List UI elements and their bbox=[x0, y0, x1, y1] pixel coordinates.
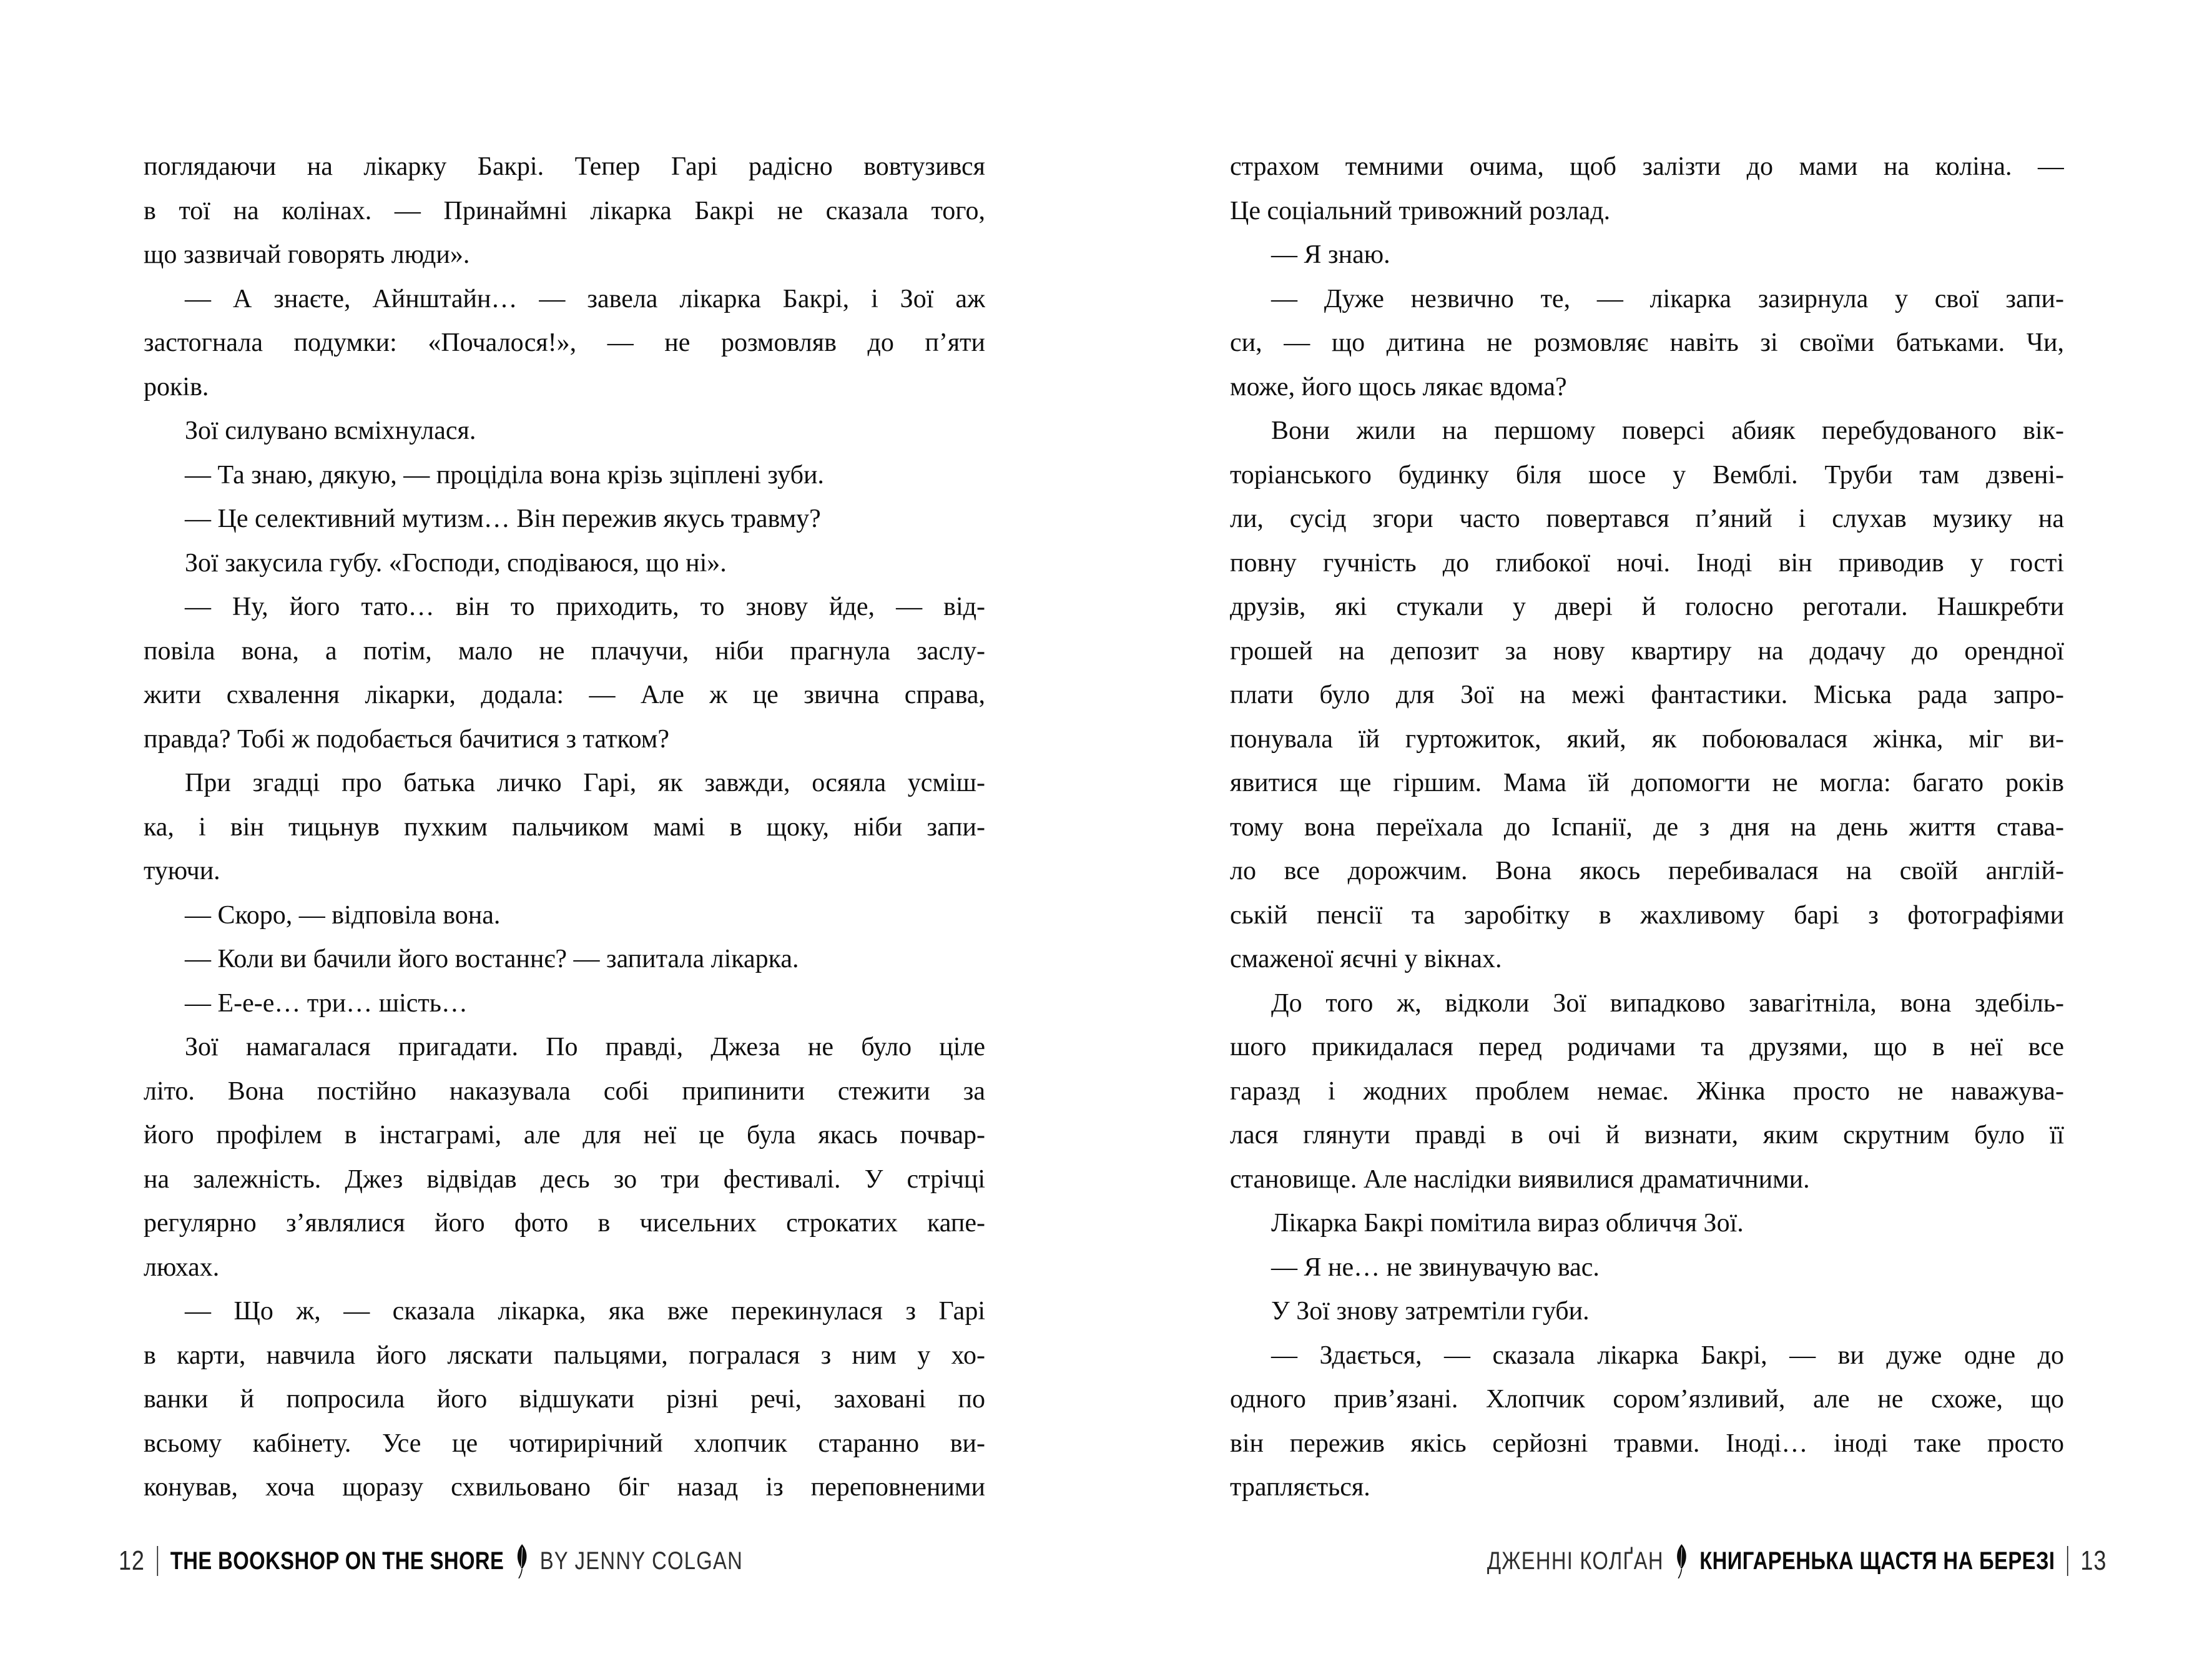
text-line: ли, сусід згори часто повертався п’яний і слухав музику на bbox=[1230, 505, 2064, 533]
text-line: — Що ж, — сказала лікарка, яка вже перекинулася з Гарі bbox=[185, 1297, 985, 1326]
footer-separator-bar bbox=[157, 1546, 158, 1576]
footer-book-title-en: THE BOOKSHOP ON THE SHORE bbox=[170, 1547, 504, 1575]
text-line: друзів, які стукали у двері й голосно реготали. Нашкребти bbox=[1230, 593, 2064, 621]
text-line: ло все дорожчим. Вона якось перебивалася на своїй англій- bbox=[1230, 857, 2064, 885]
page-left-text-column bbox=[144, 145, 985, 1510]
text-line: грошей на депозит за нову квартиру на додачу до орендної bbox=[1230, 636, 2064, 666]
footer-book-title-uk: КНИГАРЕНЬКА ЩАСТЯ НА БЕРЕЗІ bbox=[1699, 1547, 2055, 1575]
text-line: гаразд і жодних проблем немає. Жінка просто не наважува- bbox=[1230, 1076, 2064, 1106]
text-line: правда? Тобі ж подобається бачитися з татком? bbox=[144, 724, 670, 754]
leaf-icon bbox=[1673, 1543, 1690, 1578]
text-line: До того ж, відколи Зої випадково завагітніла, вона здебіль- bbox=[1271, 988, 2064, 1018]
text-line: літо. Вона постійно наказувала собі припинити стежити за bbox=[144, 1076, 985, 1106]
text-line: на залежність. Джез відвідав десь зо три фестивалі. У стрічці bbox=[144, 1164, 985, 1194]
text-line: Зої силувано всміхнулася. bbox=[185, 416, 476, 445]
text-line: що зазвичай говорять люди». bbox=[144, 240, 470, 269]
text-line: У Зої знову затремтіли губи. bbox=[1271, 1297, 1590, 1326]
text-line: ській пенсії та заробітку в жахливому барі з фотографіями bbox=[1230, 900, 2064, 930]
text-line: в тої на колінах. — Принаймні лікарка Бакрі не сказала того, bbox=[144, 196, 985, 225]
text-line: — Я не… не звинувачую вас. bbox=[1271, 1253, 1600, 1282]
text-line: торіанського будинку біля шосе у Вемблі. Труби там дзвені- bbox=[1230, 460, 2064, 490]
page-right-footer bbox=[1487, 1542, 2106, 1580]
text-line: Зої закусила губу. «Господи, сподіваюся, що ні». bbox=[185, 548, 727, 578]
text-line: — Коли ви бачили його востаннє? — запитала лікарка. bbox=[185, 945, 799, 973]
text-line: — А знаєте, Айнштайн… — завела лікарка Бакрі, і Зої аж bbox=[185, 284, 985, 313]
text-line: шого прикидалася перед родичами та друзями, що в неї все bbox=[1230, 1033, 2064, 1061]
text-line: При згадці про батька личко Гарі, як завжди, осяяла усміш- bbox=[185, 769, 985, 797]
text-line: регулярно з’являлися його фото в чисельних строкатих капе- bbox=[144, 1209, 985, 1238]
text-line: він пережив якісь серйозні травми. Іноді… іноді таке просто bbox=[1230, 1429, 2064, 1458]
text-line: становище. Але наслідки виявилися драматичними. bbox=[1230, 1164, 1810, 1194]
text-line: люхах. bbox=[144, 1253, 220, 1282]
text-line: тому вона переїхала до Іспанії, де з дня на день життя става- bbox=[1230, 812, 2064, 842]
leaf-icon bbox=[513, 1543, 531, 1578]
footer-separator-bar bbox=[2067, 1546, 2068, 1576]
page-right bbox=[1106, 0, 2212, 1659]
text-line: плати було для Зої на межі фантастики. Міська рада запро- bbox=[1230, 681, 2064, 709]
text-line: ка, і він тицьнув пухким пальчиком мамі в щоку, ніби запи- bbox=[144, 812, 985, 842]
text-line: в карти, навчила його ляскати пальцями, погралася з ним у хо- bbox=[144, 1341, 985, 1370]
text-line: — Це селективний мутизм… Він пережив якусь травму? bbox=[185, 505, 821, 533]
text-line: туючи. bbox=[144, 857, 220, 885]
text-line: повну гучність до глибокої ночі. Іноді він приводив у гості bbox=[1230, 548, 2064, 578]
text-line: си, — що дитина не розмовляє навіть зі своїми батьками. Чи, bbox=[1230, 328, 2064, 357]
page-number-left: 12 bbox=[119, 1545, 145, 1576]
text-line: — Е-е-е… три… шість… bbox=[185, 988, 468, 1018]
text-line: років. bbox=[144, 372, 209, 401]
text-line: жити схвалення лікарки, додала: — Але ж це звична справа, bbox=[144, 681, 985, 709]
page-right-text-column bbox=[1230, 145, 2064, 1510]
text-line: всьому кабінету. Усе це чотирирічний хлопчик старанно ви- bbox=[144, 1429, 985, 1458]
text-line: Вони жили на першому поверсі абияк перебудованого вік- bbox=[1271, 416, 2064, 445]
text-line: — Дуже незвично те, — лікарка зазирнула у свої запи- bbox=[1271, 284, 2064, 313]
text-line: ванки й попросила його відшукати різні речі, заховані по bbox=[144, 1385, 985, 1414]
text-line: застогнала подумки: «Почалося!», — не розмовляв до п’яти bbox=[144, 328, 985, 357]
text-line: — Я знаю. bbox=[1271, 240, 1390, 269]
text-line: явитися ще гіршим. Мама їй допомогти не могла: багато років bbox=[1230, 769, 2064, 797]
text-line: понувала їй гуртожиток, який, як побоювалася жінка, міг ви- bbox=[1230, 724, 2064, 754]
text-line: смаженої яєчні у вікнах. bbox=[1230, 945, 1502, 973]
text-line: може, його щось лякає вдома? bbox=[1230, 372, 1567, 401]
text-line: Це соціальний тривожний розлад. bbox=[1230, 196, 1611, 225]
text-line: конував, хоча щоразу схвильовано біг назад із переповненими bbox=[144, 1473, 985, 1502]
text-line: — Здається, — сказала лікарка Бакрі, — ви дуже одне до bbox=[1271, 1341, 2064, 1370]
footer-author-name: ДЖЕННІ КОЛҐАН bbox=[1487, 1547, 1664, 1575]
text-line: Лікарка Бакрі помітила вираз обличчя Зої. bbox=[1271, 1209, 1744, 1238]
text-line: трапляється. bbox=[1230, 1473, 1370, 1502]
text-line: поглядаючи на лікарку Бакрі. Тепер Гарі радісно вовтузився bbox=[144, 152, 985, 181]
page-number-right: 13 bbox=[2080, 1545, 2106, 1576]
text-line: лася глянути правді в очі й визнати, яким скрутним було її bbox=[1230, 1121, 2064, 1149]
footer-byline: BY JENNY COLGAN bbox=[539, 1547, 743, 1575]
text-line: — Скоро, — відповіла вона. bbox=[185, 900, 501, 930]
text-line: страхом темними очима, щоб залізти до мами на коліна. — bbox=[1230, 152, 2064, 181]
text-line: його профілем в інстаграмі, але для неї це була якась почвар- bbox=[144, 1121, 985, 1149]
text-line: — Ну, його тато… він то приходить, то знову йде, — від- bbox=[185, 593, 985, 621]
page-left-footer bbox=[119, 1542, 743, 1580]
text-line: — Та знаю, дякую, — проціділа вона крізь зціплені зуби. bbox=[185, 460, 824, 490]
text-line: повіла вона, а потім, мало не плачучи, ніби прагнула заслу- bbox=[144, 636, 985, 666]
text-line: одного прив’язані. Хлопчик сором’язливий, але не схоже, що bbox=[1230, 1385, 2064, 1414]
text-line: Зої намагалася пригадати. По правді, Джеза не було ціле bbox=[185, 1033, 985, 1061]
